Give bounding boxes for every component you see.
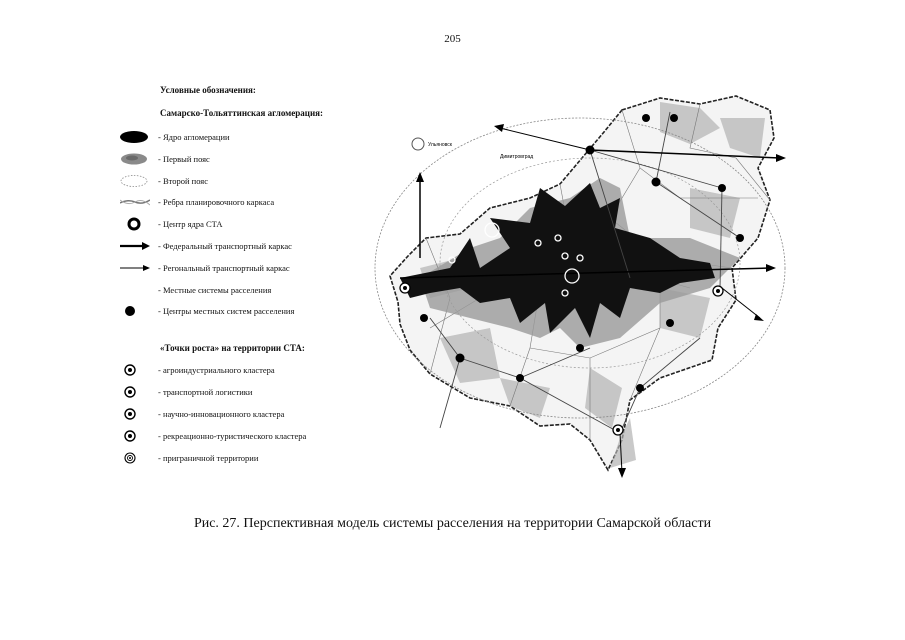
legend-label: - Регональный транспортный каркас	[158, 263, 290, 273]
legend-item-local-systems	[120, 286, 380, 302]
legend-label: - Местные системы расселения	[158, 285, 272, 295]
local-center-dot-icon	[120, 303, 150, 319]
legend-label: - агроиндустриального кластера	[158, 365, 275, 375]
legend-item-growth-recreation	[120, 432, 380, 448]
figure-caption: Рис. 27. Перспективная модель системы расселения на территории Самарской области	[193, 516, 712, 531]
legend-section-growth-points: «Точки роста» на территории СТА:	[160, 343, 305, 353]
legend-label: - Первый пояс	[158, 154, 210, 164]
legend-item-local-centers	[120, 307, 380, 323]
legend-item-growth-border	[120, 454, 380, 470]
legend-label: - Ядро агломерации	[158, 132, 230, 142]
legend-item-federal-transport	[120, 242, 380, 258]
legend-label: - Центры местных систем расселения	[158, 306, 295, 316]
page-number: 205	[444, 33, 461, 45]
legend-item-growth-logistics	[120, 388, 380, 404]
core-blob-icon	[120, 129, 150, 145]
federal-arrow-icon	[120, 238, 150, 254]
legend-label: - научно-инновационного кластера	[158, 409, 285, 419]
legend-item-framework-ribs	[120, 198, 380, 214]
legend-label: - Центр ядра СТА	[158, 219, 223, 229]
framework-ribs-icon	[120, 194, 150, 210]
legend-label: - Второй пояс	[158, 176, 208, 186]
settlement-model-map	[360, 88, 800, 478]
regional-arrow-icon	[120, 260, 150, 276]
legend-item-core	[120, 133, 380, 149]
first-belt-icon	[120, 151, 150, 167]
target-icon	[120, 450, 150, 466]
legend-label: - приграничной территории	[158, 453, 259, 463]
legend-item-first-belt	[120, 155, 380, 171]
target-icon	[120, 362, 150, 378]
second-belt-icon	[120, 173, 150, 189]
legend-item-growth-innovation	[120, 410, 380, 426]
legend-label: - транспортной логистики	[158, 387, 253, 397]
city-label-ulyanovsk: Ульяновск	[428, 142, 452, 148]
legend-item-second-belt	[120, 177, 380, 193]
legend-section-agglomeration: Самарско-Тольяттинская агломерация:	[160, 108, 324, 118]
target-icon	[120, 406, 150, 422]
legend-label: - Ребра планировочного каркаса	[158, 197, 275, 207]
target-icon	[120, 384, 150, 400]
legend-item-growth-agro	[120, 366, 380, 382]
legend-title: Условные обозначения:	[160, 85, 256, 95]
legend-label: - рекреационно-туристического кластера	[158, 431, 307, 441]
city-label-dimitrovgrad: Димитровград	[500, 154, 534, 160]
legend-item-core-center	[120, 220, 380, 236]
legend-label: - Федеральный транспортный каркас	[158, 241, 292, 251]
core-center-icon	[120, 216, 150, 232]
target-icon	[120, 428, 150, 444]
legend-item-regional-transport	[120, 264, 380, 280]
